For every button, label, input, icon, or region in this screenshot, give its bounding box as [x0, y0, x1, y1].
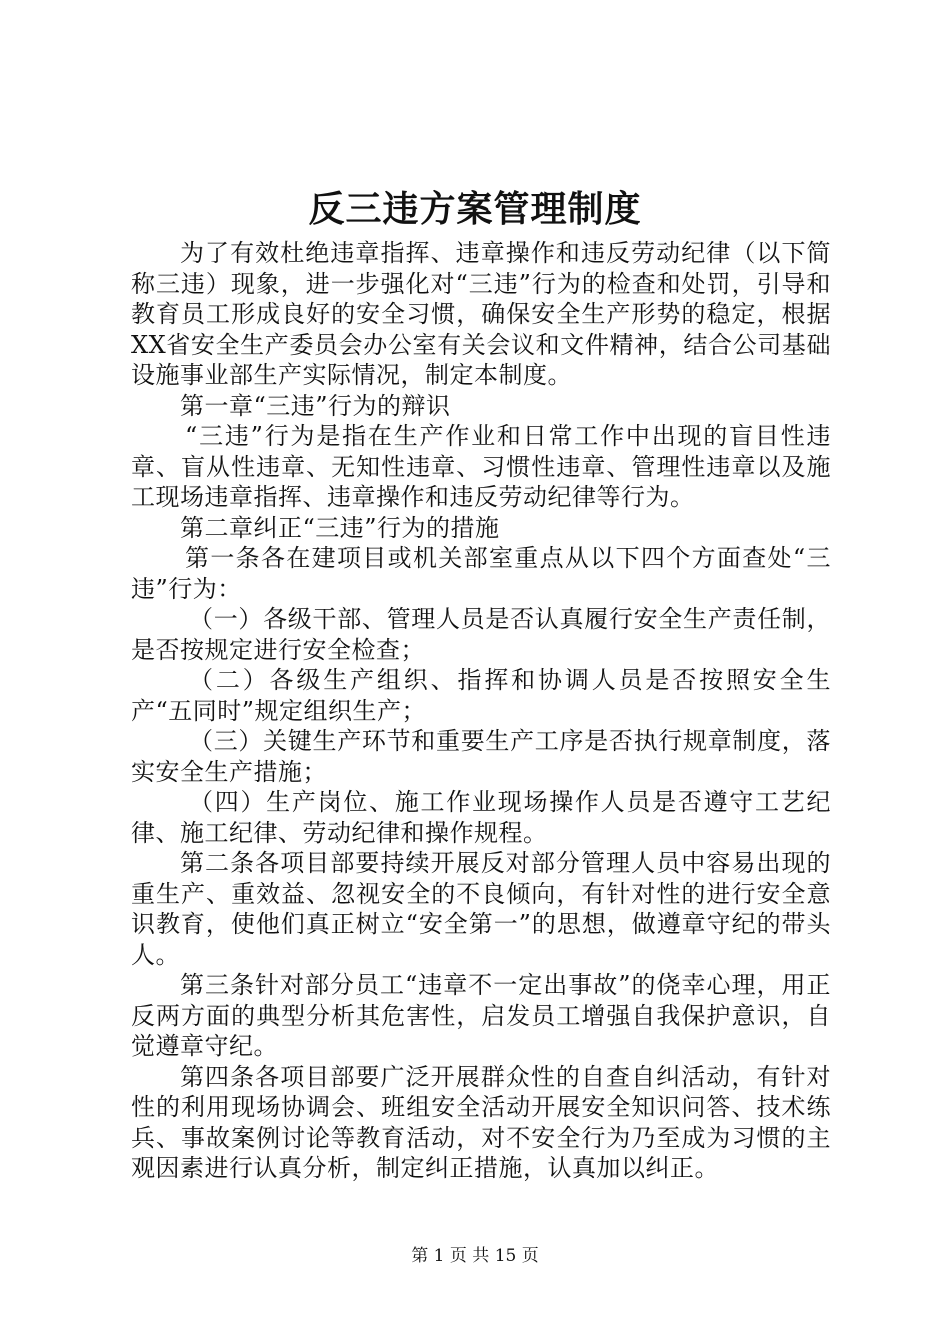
chapter-1-paragraph: “三违”行为是指在生产作业和日常工作中出现的盲目性违章、盲从性违章、无知性违章、习惯性违章、管理性违章以及施工现场违章指挥、违章操作和违反劳动纪律等行为。: [131, 422, 831, 511]
article-3-paragraph: 第三条针对部分员工“违章不一定出事故”的侥幸心理，用正反两方面的典型分析其危害性，启发员工增强自我保护意识，自觉遵章守纪。: [131, 971, 831, 1060]
article-1-item-2: （二）各级生产组织、指挥和协调人员是否按照安全生产“五同时”规定组织生产；: [131, 666, 831, 725]
chapter-2-heading: 第二章纠正“三违”行为的措施: [180, 513, 500, 542]
article-2-paragraph: 第二条各项目部要持续开展反对部分管理人员中容易出现的重生产、重效益、忽视安全的不良倾向，有针对性的进行安全意识教育，使他们真正树立“安全第一”的思想，做遵章守纪的带头人。: [131, 849, 831, 969]
article-1-item-3: （三）关键生产环节和重要生产工序是否执行规章制度，落实安全生产措施；: [131, 727, 831, 786]
page-number-footer: 第 1 页 共 15 页: [411, 1246, 539, 1266]
chapter-1-heading: 第一章“三违”行为的辩识: [180, 391, 451, 420]
article-4-paragraph: 第四条各项目部要广泛开展群众性的自查自纠活动，有针对性的利用现场协调会、班组安全活动开展安全知识问答、技术练兵、事故案例讨论等教育活动，对不安全行为乃至成为习惯的主观因素进行认真分析，制定纠正措施，认真加以纠正。: [131, 1062, 831, 1182]
document-title: 反三违方案管理制度: [308, 188, 642, 230]
article-1-item-4: （四）生产岗位、施工作业现场操作人员是否遵守工艺纪律、施工纪律、劳动纪律和操作规程。: [131, 788, 831, 847]
document-body: [131, 238, 831, 1184]
article-1-item-1: （一）各级干部、管理人员是否认真履行安全生产责任制，是否按规定进行安全检查；: [131, 605, 831, 664]
intro-paragraph: 为了有效杜绝违章指挥、违章操作和违反劳动纪律（以下简称三违）现象，进一步强化对“三违”行为的检查和处罚，引导和教育员工形成良好的安全习惯，确保安全生产形势的稳定，根据XX省安全生产委员会办公室有关会议和文件精神，结合公司基础设施事业部生产实际情况，制定本制度。: [131, 239, 831, 389]
article-1-paragraph: 第一条各在建项目或机关部室重点从以下四个方面查处“三违”行为：: [131, 544, 831, 603]
